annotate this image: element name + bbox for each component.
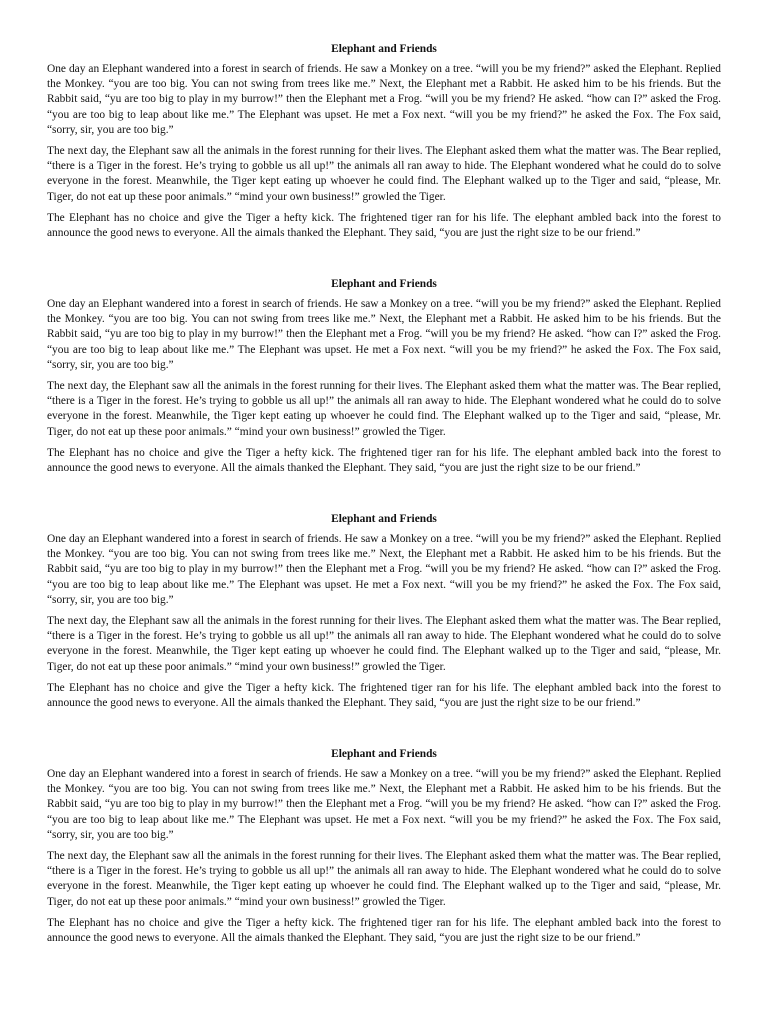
document-page <box>47 42 721 982</box>
story-paragraph: The next day, the Elephant saw all the animals in the forest running for their lives. The Elephant asked them what the matter was. The Bear replied, “there is a Tiger in the forest. He’s trying to gobble us all up!” the animals all ran away to hide. The Elephant wondered what he could do to solve everyone in the forest. Meanwhile, the Tiger kept eating up whoever he could find. The Elephant walked up to the Tiger and said, “please, Mr. Tiger, do not eat up these poor animals.” “mind your own business!” growled the Tiger. <box>47 615 721 673</box>
story-paragraph: The next day, the Elephant saw all the animals in the forest running for their lives. The Elephant asked them what the matter was. The Bear replied, “there is a Tiger in the forest. He’s trying to gobble us all up!” the animals all ran away to hide. The Elephant wondered what he could do to solve everyone in the forest. Meanwhile, the Tiger kept eating up whoever he could find. The Elephant walked up to the Tiger and said, “please, Mr. Tiger, do not eat up these poor animals.” “mind your own business!” growled the Tiger. <box>47 145 721 203</box>
story-paragraph: The Elephant has no choice and give the Tiger a hefty kick. The frightened tiger ran for his life. The elephant ambled back into the forest to announce the good news to everyone. All the aimals thanked the Elephant. They said, “you are just the right size to be our friend.” <box>47 211 721 240</box>
story-section <box>47 512 721 747</box>
story-section <box>47 277 721 512</box>
story-paragraph: The next day, the Elephant saw all the animals in the forest running for their lives. The Elephant asked them what the matter was. The Bear replied, “there is a Tiger in the forest. He’s trying to gobble us all up!” the animals all ran away to hide. The Elephant wondered what he could do to solve everyone in the forest. Meanwhile, the Tiger kept eating up whoever he could find. The Elephant walked up to the Tiger and said, “please, Mr. Tiger, do not eat up these poor animals.” “mind your own business!” growled the Tiger. <box>47 850 721 908</box>
story-paragraph: One day an Elephant wandered into a forest in search of friends. He saw a Monkey on a tree. “will you be my friend?” asked the Elephant. Replied the Monkey. “you are too big. You can not swing from trees like me.” Next, the Elephant met a Rabbit. He asked him to be his friends. But the Rabbit said, “yu are too big to play in my burrow!” then the Elephant met a Frog. “will you be my friend? He asked. “how can I?” asked the Frog. “you are too big to leap about like me.” The Elephant was upset. He met a Fox next. “will you be my friend?” he asked the Fox. The Fox said, “sorry, sir, you are too big.” <box>47 63 721 136</box>
story-section <box>47 747 721 982</box>
story-paragraph: One day an Elephant wandered into a forest in search of friends. He saw a Monkey on a tree. “will you be my friend?” asked the Elephant. Replied the Monkey. “you are too big. You can not swing from trees like me.” Next, the Elephant met a Rabbit. He asked him to be his friends. But the Rabbit said, “yu are too big to play in my burrow!” then the Elephant met a Frog. “will you be my friend? He asked. “how can I?” asked the Frog. “you are too big to leap about like me.” The Elephant was upset. He met a Fox next. “will you be my friend?” he asked the Fox. The Fox said, “sorry, sir, you are too big.” <box>47 533 721 606</box>
story-paragraph: One day an Elephant wandered into a forest in search of friends. He saw a Monkey on a tree. “will you be my friend?” asked the Elephant. Replied the Monkey. “you are too big. You can not swing from trees like me.” Next, the Elephant met a Rabbit. He asked him to be his friends. But the Rabbit said, “yu are too big to play in my burrow!” then the Elephant met a Frog. “will you be my friend? He asked. “how can I?” asked the Frog. “you are too big to leap about like me.” The Elephant was upset. He met a Fox next. “will you be my friend?” he asked the Fox. The Fox said, “sorry, sir, you are too big.” <box>47 768 721 841</box>
story-title: Elephant and Friends <box>331 278 437 290</box>
story-title: Elephant and Friends <box>331 43 437 55</box>
story-paragraph: The Elephant has no choice and give the Tiger a hefty kick. The frightened tiger ran for his life. The elephant ambled back into the forest to announce the good news to everyone. All the aimals thanked the Elephant. They said, “you are just the right size to be our friend.” <box>47 916 721 945</box>
story-title: Elephant and Friends <box>331 748 437 760</box>
story-title: Elephant and Friends <box>331 513 437 525</box>
story-paragraph: One day an Elephant wandered into a forest in search of friends. He saw a Monkey on a tree. “will you be my friend?” asked the Elephant. Replied the Monkey. “you are too big. You can not swing from trees like me.” Next, the Elephant met a Rabbit. He asked him to be his friends. But the Rabbit said, “yu are too big to play in my burrow!” then the Elephant met a Frog. “will you be my friend? He asked. “how can I?” asked the Frog. “you are too big to leap about like me.” The Elephant was upset. He met a Fox next. “will you be my friend?” he asked the Fox. The Fox said, “sorry, sir, you are too big.” <box>47 298 721 371</box>
story-paragraph: The next day, the Elephant saw all the animals in the forest running for their lives. The Elephant asked them what the matter was. The Bear replied, “there is a Tiger in the forest. He’s trying to gobble us all up!” the animals all ran away to hide. The Elephant wondered what he could do to solve everyone in the forest. Meanwhile, the Tiger kept eating up whoever he could find. The Elephant walked up to the Tiger and said, “please, Mr. Tiger, do not eat up these poor animals.” “mind your own business!” growled the Tiger. <box>47 380 721 438</box>
story-paragraph: The Elephant has no choice and give the Tiger a hefty kick. The frightened tiger ran for his life. The elephant ambled back into the forest to announce the good news to everyone. All the aimals thanked the Elephant. They said, “you are just the right size to be our friend.” <box>47 446 721 475</box>
story-paragraph: The Elephant has no choice and give the Tiger a hefty kick. The frightened tiger ran for his life. The elephant ambled back into the forest to announce the good news to everyone. All the aimals thanked the Elephant. They said, “you are just the right size to be our friend.” <box>47 681 721 710</box>
story-section <box>47 42 721 277</box>
